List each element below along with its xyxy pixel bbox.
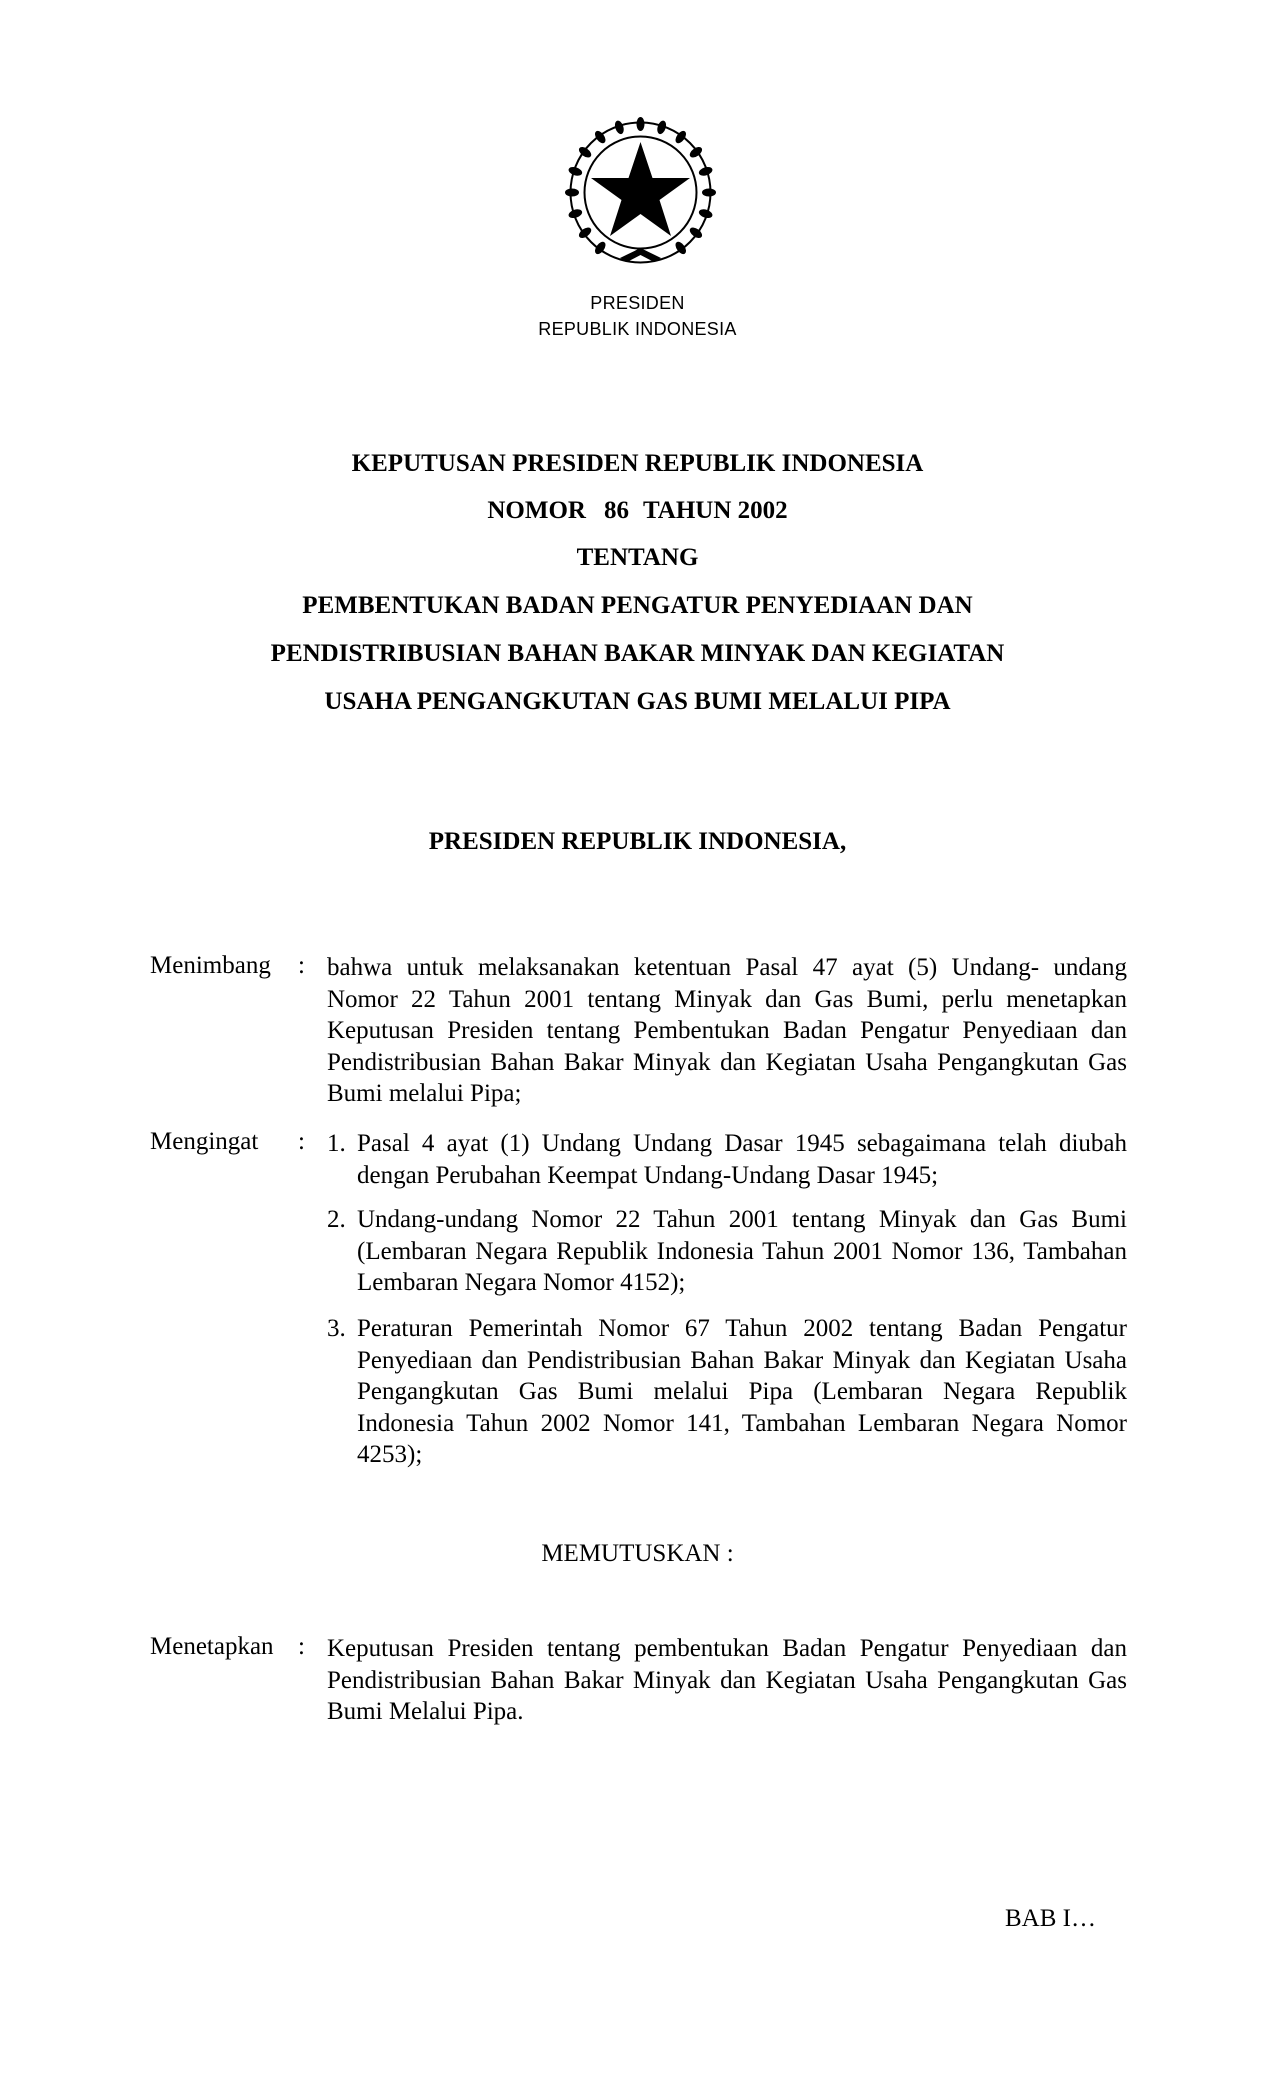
mengingat-colon: : — [298, 1128, 305, 1155]
president-heading: PRESIDEN REPUBLIK INDONESIA, — [428, 828, 847, 855]
mengingat-item-2 — [327, 1204, 1127, 1299]
menetapkan-colon: : — [298, 1633, 305, 1660]
item-number: 3. — [327, 1315, 346, 1342]
document-number — [0, 497, 1275, 525]
item-number: 2. — [327, 1206, 346, 1233]
mengingat-item-3 — [327, 1313, 1127, 1471]
menimbang-text: bahwa untuk melaksanakan ketentuan Pasal 47 ayat (5) Undang- undang Nomor 22 Tahun 2001 tentang Minyak dan Gas Bumi, perlu menetapkan Keputusan Presiden tentang Pembentukan Badan Pengatur Penyediaan dan Pendistribusian Bahan Bakar Minyak dan Kegiatan Usaha Pengangkutan Gas Bumi melalui Pipa; — [327, 954, 1127, 1107]
nomor-value: 86 — [603, 497, 629, 524]
menetapkan-text: Keputusan Presiden tentang pembentukan Badan Pengatur Penyediaan dan Pendistribusian Bahan Bakar Minyak dan Kegiatan Usaha Pengangkutan Gas Bumi Melalui Pipa. — [327, 1635, 1127, 1725]
presidential-seal-icon — [558, 110, 723, 275]
page-continuation: BAB I… — [1005, 1905, 1096, 1932]
memutuskan-heading: MEMUTUSKAN : — [541, 1540, 734, 1567]
tentang-heading: TENTANG — [576, 544, 699, 571]
nomor-label: NOMOR — [487, 497, 586, 524]
item-text: Undang-undang Nomor 22 Tahun 2001 tentang Minyak dan Gas Bumi (Lembaran Negara Republik Indonesia Tahun 2001 Nomor 136, Tambahan Lembaran Negara Nomor 4152); — [357, 1206, 1127, 1296]
mengingat-label: Mengingat — [150, 1128, 259, 1155]
subject-line-3: USAHA PENGANGKUTAN GAS BUMI MELALUI PIPA — [324, 688, 951, 715]
subject-line-1: PEMBENTUKAN BADAN PENGATUR PENYEDIAAN DAN — [302, 592, 973, 619]
item-text: Pasal 4 ayat (1) Undang Undang Dasar 1945 sebagaimana telah diubah dengan Perubahan Keempat Undang-Undang Dasar 1945; — [357, 1130, 1127, 1189]
tahun-value: 2002 — [737, 497, 788, 524]
tahun-label: TAHUN — [642, 497, 732, 524]
document-title: KEPUTUSAN PRESIDEN REPUBLIK INDONESIA — [351, 450, 924, 477]
menimbang-colon: : — [298, 952, 305, 979]
subject-line-2: PENDISTRIBUSIAN BAHAN BAKAR MINYAK DAN KEGIATAN — [270, 640, 1005, 667]
mengingat-item-1 — [327, 1128, 1127, 1191]
menetapkan-label: Menetapkan — [150, 1633, 274, 1660]
item-number: 1. — [327, 1130, 346, 1157]
item-text: Peraturan Pemerintah Nomor 67 Tahun 2002 tentang Badan Pengatur Penyediaan dan Pendistribusian Bahan Bakar Minyak dan Kegiatan Usaha Pengangkutan Gas Bumi melalui Pipa (Lembaran Negara Republik Indonesia Tahun 2002 Nomor 141, Tambahan Lembaran Negara Nomor 4253); — [357, 1315, 1127, 1468]
emblem-caption-republik: REPUBLIK INDONESIA — [538, 319, 737, 339]
menimbang-label: Menimbang — [150, 952, 271, 979]
emblem-caption-presiden: PRESIDEN — [590, 293, 685, 313]
